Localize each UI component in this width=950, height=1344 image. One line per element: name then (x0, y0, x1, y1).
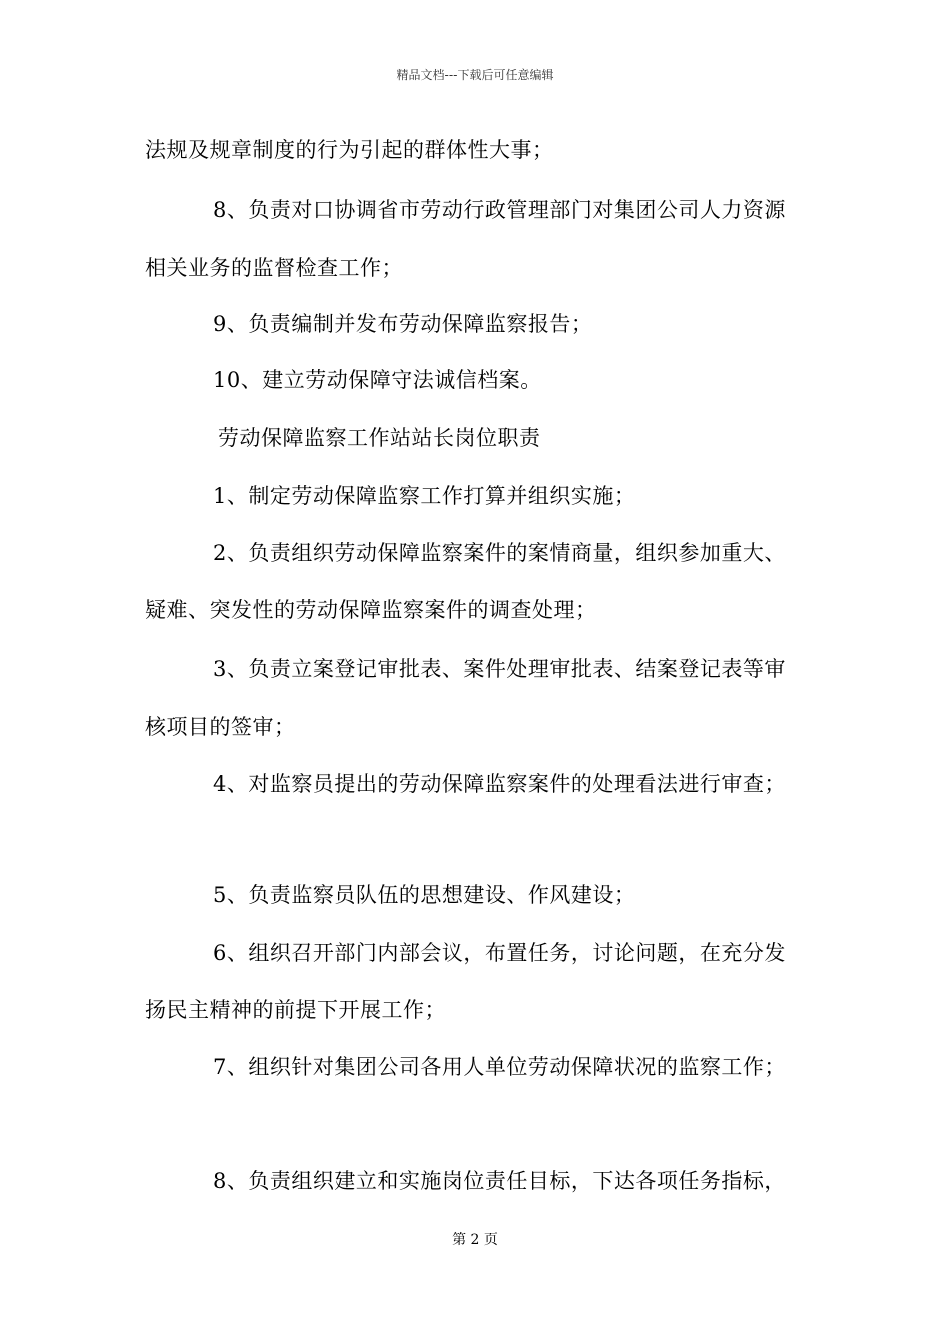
text-line: 法规及规章制度的行为引起的群体性大事； (145, 138, 554, 162)
text-line: 9、负责编制并发布劳动保障监察报告； (213, 312, 593, 336)
text-line: 1、制定劳动保障监察工作打算并组织实施； (213, 484, 636, 508)
text-line: 6、组织召开部门内部会议，布置任务，讨论问题，在充分发 (213, 941, 786, 965)
text-line: 8、负责对口协调省市劳动行政管理部门对集团公司人力资源 (213, 198, 786, 222)
text-line: 4、对监察员提出的劳动保障监察案件的处理看法进行审查； (213, 772, 786, 796)
text-line: 相关业务的监督检查工作； (145, 256, 403, 280)
text-line: 扬民主精神的前提下开展工作； (145, 998, 446, 1022)
text-line: 2、负责组织劳动保障监察案件的案情商量，组织参加重大、 (213, 541, 786, 565)
text-line: 7、组织针对集团公司各用人单位劳动保障状况的监察工作； (213, 1055, 786, 1079)
text-line: 3、负责立案登记审批表、案件处理审批表、结案登记表等审 (213, 657, 786, 681)
page-header: 精品文档---下载后可任意编辑 (396, 68, 554, 82)
text-line: 10、建立劳动保障守法诚信档案。 (213, 368, 542, 392)
text-line: 核项目的签审； (145, 715, 296, 739)
section-title: 劳动保障监察工作站站长岗位职责 (218, 426, 541, 450)
page-number: 第 2 页 (452, 1232, 498, 1248)
text-line: 8、负责组织建立和实施岗位责任目标，下达各项任务指标， (213, 1169, 786, 1193)
text-line: 5、负责监察员队伍的思想建设、作风建设； (213, 883, 636, 907)
text-line: 疑难、突发性的劳动保障监察案件的调查处理； (145, 598, 597, 622)
